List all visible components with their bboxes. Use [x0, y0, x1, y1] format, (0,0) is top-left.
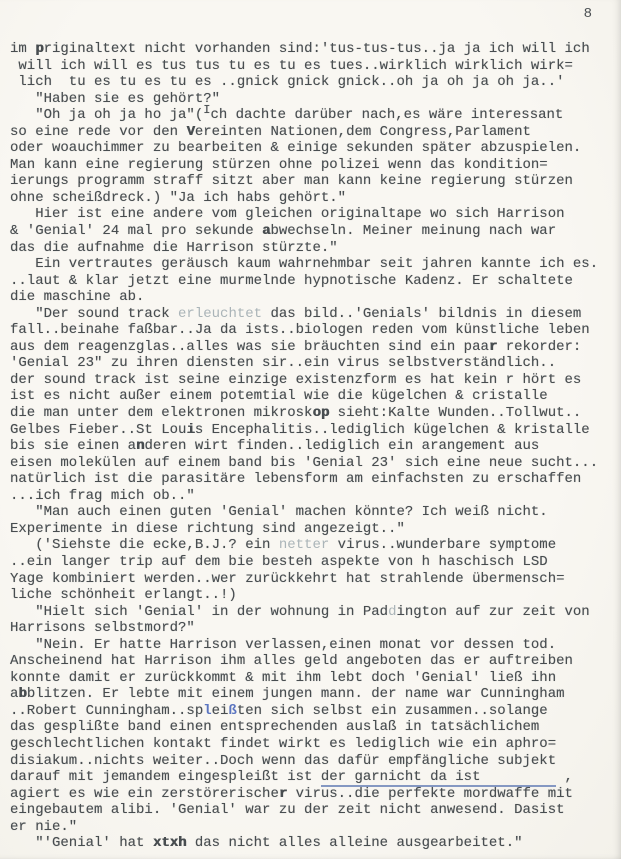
typed-text: blitzen. Er lebte mit einem jungen mann. der name war Cunningham	[26, 686, 565, 703]
typed-text: ..laut & klar jetzt eine murmelnde hypnotische Kadenz. Er schaltete	[10, 272, 573, 289]
text-line	[10, 703, 615, 720]
text-line	[10, 786, 615, 803]
faded-typed-text: d	[388, 603, 397, 620]
typed-text: disiakum..nichts weiter..Doch wenn das dafür empfängliche subjekt	[10, 752, 557, 769]
typed-text: lich tu es tu es tu es ..gnick gnick gnick..oh ja oh ja oh ja..'	[10, 74, 565, 91]
typed-text: will ich will es tus tus tu es tu es tues..wirklich wirklich wirk=	[10, 57, 573, 74]
typed-text: agiert es wie ein zerstörerische	[10, 785, 279, 802]
text-line	[10, 802, 615, 819]
typed-text: "Nein. Er hatte Harrison verlassen,einen monat vor dessen tod.	[10, 636, 557, 653]
typed-text: konnte damit er zurückkommt & mit ihm lebt doch 'Genial' ließ ihn	[10, 669, 557, 686]
text-line	[10, 173, 615, 190]
text-line	[10, 190, 615, 207]
faded-typed-text: netter	[278, 537, 330, 554]
typed-text: virus..wunderbare symptome	[329, 537, 557, 554]
typed-text: rekorder:	[497, 338, 582, 355]
typed-text: ..ein langer trip auf dem bie besteh aspekte von h haschisch LSD	[10, 553, 548, 570]
typed-text: ington auf zur zeit von	[396, 603, 590, 620]
blue-pen-underlined-phrase: der garnicht da ist	[320, 769, 557, 786]
blue-pen-correction: ß	[228, 702, 237, 719]
text-line	[10, 637, 615, 654]
typed-text: s Encephalitis..lediglich kügelchen & kristalle	[194, 421, 590, 438]
page-number: 8	[583, 6, 592, 22]
text-line	[10, 753, 615, 770]
typed-text: liche schönheit erlangt..!)	[10, 587, 237, 604]
typed-text: fall..beinahe faßbar..Ja da ists..biologen reden vom künstliche leben	[10, 322, 590, 339]
overstruck-typed-text: op	[312, 405, 330, 422]
text-line	[10, 223, 615, 240]
text-line	[10, 322, 615, 339]
typed-text: sieht:Kalte Wunden..Tollwut..	[329, 405, 582, 422]
typed-text: Harrisons selbstmord?"	[10, 620, 195, 637]
overstruck-typed-text: n	[136, 438, 145, 455]
typed-text: ,	[556, 769, 573, 786]
typed-text: er nie."	[10, 818, 78, 835]
text-line	[10, 405, 615, 422]
text-line	[10, 140, 615, 157]
text-line	[10, 41, 615, 58]
typed-text: die maschine ab.	[10, 289, 145, 306]
typed-text: natürlich ist die parasitäre lebensform am einfachsten zu erschaffen	[10, 471, 582, 488]
faded-typed-text: erleuchtet	[178, 305, 263, 322]
typed-text: "Hielt sich 'Genial' in der wohnung in Pad	[10, 603, 389, 620]
typed-text: die man unter dem elektronen mikrosk	[10, 405, 313, 422]
typed-text: deren wirt finden..lediglich ein arangement aus	[144, 438, 540, 455]
text-line	[10, 74, 615, 91]
typed-text: darauf mit jemandem eingespleißt ist	[10, 769, 321, 786]
text-line	[10, 438, 615, 455]
text-line	[10, 736, 615, 753]
typed-text: a	[10, 686, 19, 703]
text-line	[10, 686, 615, 703]
text-line	[10, 819, 615, 836]
typed-text: ('Siehste die ecke,B.J.? ein	[10, 537, 279, 554]
typed-text: Yage kombiniert werden..wer zurückkehrt hat strahlende übermensch=	[10, 570, 565, 587]
overstruck-typed-text: V	[186, 123, 195, 140]
text-line	[10, 306, 615, 323]
text-line	[10, 455, 615, 472]
typed-text: das gesplißte band einen entsprechenden auslaß in tatsächlichem	[10, 719, 540, 736]
text-line	[10, 504, 615, 521]
typed-text: "Oh ja oh ja ho ja"(	[10, 107, 204, 124]
text-line	[10, 620, 615, 637]
typed-text: Gelbes Fieber..St Lou	[10, 421, 187, 438]
typed-text: der sound track ist seine einzige existenzform es hat kein r hört es	[10, 371, 582, 388]
typed-text: ei	[211, 702, 229, 719]
overstruck-typed-text: a	[262, 223, 271, 240]
text-line	[10, 670, 615, 687]
text-line	[10, 157, 615, 174]
text-line	[10, 388, 615, 405]
blue-pen-correction: l	[203, 702, 212, 719]
typed-text: & 'Genial' 24 mal pro sekunde	[10, 223, 263, 240]
typed-text: ereinten Nationen,dem Congress,Parlament	[194, 123, 531, 140]
typed-text: bwechseln. Meiner meinung nach war	[270, 223, 557, 240]
text-line	[10, 58, 615, 75]
typed-text: "Haben sie es gehört?"	[10, 90, 221, 107]
typed-text: eingebautem alibi. 'Genial' war zu der zeit nicht anwesend. Dasist	[10, 802, 565, 819]
text-line	[10, 103, 615, 124]
text-line	[10, 653, 615, 670]
typed-text: eisen molekülen auf einem band bis 'Genial 23' sich eine neue sucht...	[10, 454, 599, 471]
typed-text: "'Genial' hat	[10, 835, 153, 852]
text-line	[10, 240, 615, 257]
typed-text: "Der sound track	[10, 305, 179, 322]
typed-text: das nicht alles alleine ausgearbeitet."	[186, 835, 523, 852]
typed-text: oder woauchimmer zu bearbeiten & einige sekunden später abzuspielen.	[10, 140, 582, 157]
typed-text: ...ich frag mich ob.."	[10, 487, 195, 504]
typed-text: das bild..'Genials' bildnis in diesem	[262, 305, 582, 322]
text-line	[10, 471, 615, 488]
typed-text: virus..die perfekte mordwaffe mit	[287, 785, 573, 802]
text-line	[10, 273, 615, 290]
typed-text: riginaltext nicht vorhanden sind:'tus-tus-tus..ja ja ich will ich	[43, 41, 590, 57]
typed-text: im	[10, 41, 36, 57]
text-line	[10, 372, 615, 389]
overstruck-typed-text: p	[35, 41, 44, 57]
text-line	[10, 554, 615, 571]
typed-text: ohne scheißdreck.) "Ja ich habs gehört."	[10, 189, 347, 206]
text-line	[10, 339, 615, 356]
text-line	[10, 422, 615, 439]
typed-text: Hier ist eine andere vom gleichen originaltape wo sich Harrison	[10, 206, 565, 223]
text-line	[10, 571, 615, 588]
typewritten-text	[10, 41, 615, 852]
text-line	[10, 835, 615, 852]
typed-text: geschlechtlichen kontakt findet wirkt es lediglich wie ein aphro=	[10, 735, 557, 752]
typed-text: bis sie einen a	[10, 438, 137, 455]
text-line	[10, 537, 615, 554]
overstruck-typed-text: i	[186, 421, 195, 438]
overstruck-typed-text: r	[488, 338, 498, 355]
text-line	[10, 587, 615, 604]
typed-text: das die aufnahme die Harrison stürzte."	[10, 239, 338, 256]
text-line	[10, 521, 615, 538]
text-line	[10, 488, 615, 505]
typed-text: Experimente in diese richtung sind angezeigt.."	[10, 520, 405, 537]
typed-text: Man kann eine regierung stürzen ohne polizei wenn das kondition=	[10, 156, 548, 173]
text-line	[10, 206, 615, 223]
text-line	[10, 289, 615, 306]
typed-text: Ein vertrautes geräusch kaum wahrnehmbar seit jahren kannte ich es.	[10, 256, 599, 273]
typed-text: ist es nicht außer einem potemtial wie die kügelchen & cristalle	[10, 388, 548, 405]
overstruck-typed-text: r	[278, 785, 288, 802]
typed-text: ierungs programm straff sitzt aber man kann keine regierung stürzen	[10, 173, 573, 190]
typed-text: so eine rede vor den	[10, 123, 187, 140]
text-line	[10, 355, 615, 372]
typed-text: ..Robert Cunningham..sp	[10, 702, 204, 719]
raised-character: I	[203, 103, 211, 118]
typed-text: ch dachte darüber nach,es wäre interessant	[210, 107, 564, 124]
typed-text: "Man auch einen guten 'Genial' machen könnte? Ich weiß nicht.	[10, 504, 548, 521]
typed-text: ten sich selbst ein zusammen..solange	[236, 702, 548, 719]
text-line	[10, 604, 615, 621]
text-line	[10, 91, 615, 108]
typed-text: aus dem reagenzglas..alles was sie bräuchten sind ein paa	[10, 338, 489, 355]
text-line	[10, 256, 615, 273]
typed-text: Anscheinend hat Harrison ihm alles geld angeboten das er auftreiben	[10, 653, 573, 670]
overstruck-typed-text: xtxh	[152, 835, 187, 852]
overstruck-typed-text: b	[18, 686, 27, 703]
text-line	[10, 719, 615, 736]
typed-text: 'Genial 23" zu ihren diensten sir..ein virus selbstverständlich..	[10, 355, 557, 372]
text-line	[10, 124, 615, 141]
text-line	[10, 769, 615, 786]
